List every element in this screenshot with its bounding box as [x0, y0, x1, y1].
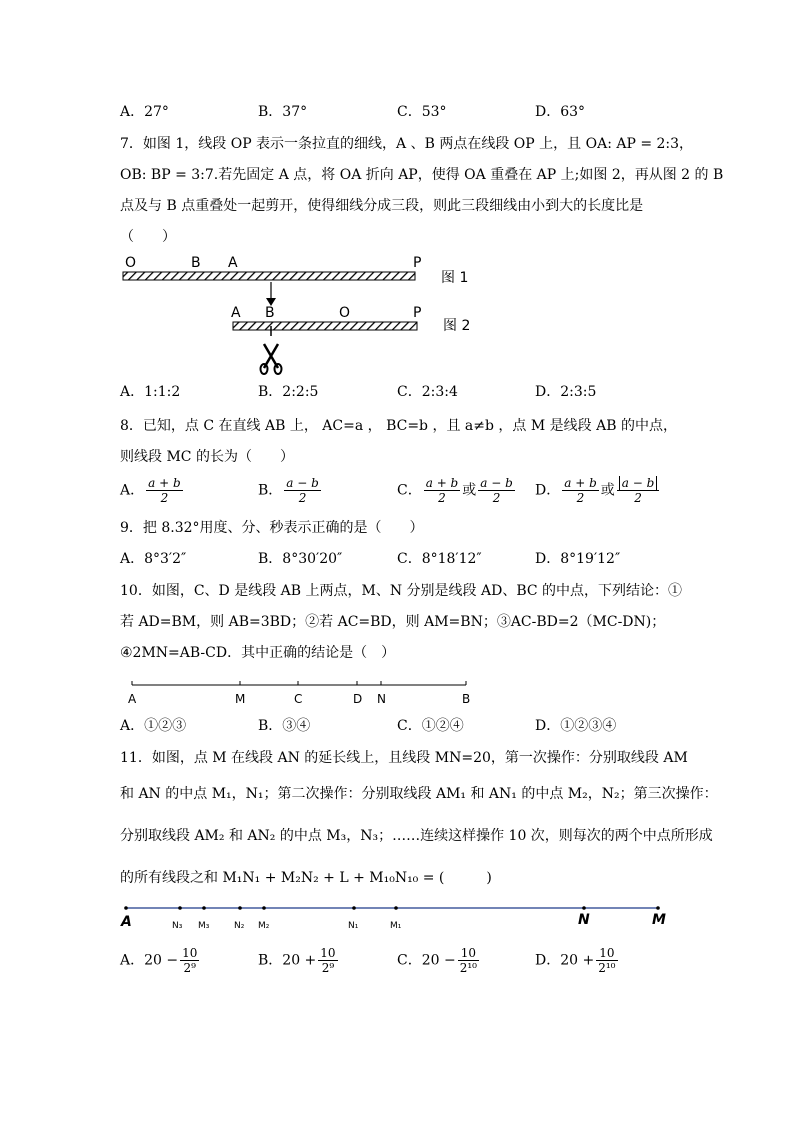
q7-option-b: B．2:2:5 — [258, 384, 319, 400]
q11-label-N2: N₂ — [234, 921, 245, 931]
q7-figure — [115, 250, 485, 380]
q9-option-c: C．8°18′12″ — [397, 551, 482, 567]
q7-label-O-bottom: O — [339, 305, 351, 321]
q7-rope-fig2 — [233, 322, 417, 330]
q10-line-1: 10．如图，C、D 是线段 AB 上两点，M、N 分别是线段 AD、BC 的中点，下列结论：① — [120, 583, 683, 599]
q10-option-c: C．①②④ — [397, 718, 464, 734]
q11-option-c: C．20 − $\frac{10}{\text{2¹⁰}}$ — [397, 946, 477, 975]
fraction: $\frac{a + b}{2}$ — [148, 476, 181, 505]
fraction: $\frac{a - b}{2}$ — [617, 476, 660, 505]
q11-line-1: 11．如图，点 M 在线段 AN 的延长线上，且线段 MN=20，第一次操作：分别取线段 AM — [120, 750, 688, 766]
q6-option-c: C．53° — [397, 104, 447, 120]
q10-option-a: A．①②③ — [120, 718, 187, 734]
fraction: $\frac{a - b}{2}$ — [480, 476, 513, 505]
q10-label-B: B — [462, 692, 471, 706]
q7-option-d: D．2:3:5 — [535, 384, 597, 400]
q10-label-A: A — [128, 692, 137, 706]
q9-option-d: D．8°19′12″ — [535, 551, 621, 567]
q7-line-3: 点及与 B 点重叠处一起剪开，使得细线分成三段，则此三段细线由小到大的长度比是 — [120, 198, 644, 214]
q7-caption-fig2: 图 2 — [443, 318, 471, 334]
q11-line-4: 的所有线段之和 M₁N₁ + M₂N₂ + L + M₁₀N₁₀ = ( ) — [120, 870, 492, 886]
q7-option-a: A．1:1:2 — [120, 384, 181, 400]
q11-line-3: 分别取线段 AM₂ 和 AN₂ 的中点 M₃，N₃；……连续这样操作 10 次，则每次的两个中点所形成 — [120, 828, 713, 844]
q8-line-2: 则线段 MC 的长为（ ） — [120, 449, 294, 465]
q7-line-4: （ ） — [120, 229, 176, 245]
q7-label-A-bottom: A — [231, 305, 241, 321]
q11-option-a: A．20 − $\frac{10}{\text{2⁹}}$ — [120, 946, 198, 975]
q10-option-d: D．①②③④ — [535, 718, 617, 734]
q11-option-b: B．20 + $\frac{10}{\text{2⁹}}$ — [258, 946, 336, 975]
fraction: $\frac{10}{\text{2¹⁰}}$ — [598, 946, 616, 975]
q11-figure — [118, 898, 678, 934]
q7-label-P-top: P — [413, 255, 422, 271]
q6-option-a: A．27° — [120, 104, 169, 120]
fraction: $\frac{a + b}{2}$ — [564, 476, 597, 505]
q11-option-d: D．20 + $\frac{10}{\text{2¹⁰}}$ — [535, 946, 616, 975]
fraction: $\frac{a + b}{2}$ — [425, 476, 459, 505]
q6-option-b: B．37° — [258, 104, 308, 120]
q10-label-D: D — [353, 692, 363, 706]
q8-line-1: 8．已知，点 C 在直线 AB 上， AC=a ， BC=b ，且 a≠b ，点 M 是线段 AB 的中点， — [120, 418, 677, 434]
q7-label-O-top: O — [125, 255, 137, 271]
fraction: $\frac{10}{\text{2¹⁰}}$ — [459, 946, 477, 975]
q7-caption-fig1: 图 1 — [441, 270, 469, 286]
fraction: $\frac{10}{\text{2⁹}}$ — [182, 946, 198, 975]
q10-option-b: B．③④ — [258, 718, 311, 734]
q10-figure — [120, 675, 480, 709]
q8-option-a: A． $\frac{a + b}{2}$ — [120, 476, 181, 505]
q9-line-1: 9．把 8.32°用度、分、秒表示正确的是（ ） — [120, 520, 424, 536]
q10-line-2: 若 AD=BM，则 AB=3BD；②若 AC=BD，则 AM=BN；③AC-BD=2（MC-DN)； — [120, 614, 666, 630]
q10-label-M: M — [235, 692, 246, 706]
q11-label-M: M — [652, 912, 666, 928]
q11-line-2: 和 AN 的中点 M₁，N₁；第二次操作：分别取线段 AM₁ 和 AN₁ 的中点 M₂，N₂；第三次操作： — [120, 786, 718, 802]
q6-option-d: D．63° — [535, 104, 586, 120]
q7-line-2: OB: BP = 3:7.若先固定 A 点，将 OA 折向 AP，使得 OA 重叠在 AP 上;如图 2，再从图 2 的 B — [120, 167, 724, 183]
q11-label-M1: M₁ — [390, 921, 402, 931]
q7-label-P-bottom: P — [413, 305, 422, 321]
q11-label-M3: M₃ — [198, 921, 210, 931]
q11-label-N1: N₁ — [348, 921, 359, 931]
q7-label-B-bottom: B — [265, 305, 275, 321]
q8-option-b: B． $\frac{a - b}{2}$ — [258, 476, 319, 505]
q9-option-b: B．8°30′20″ — [258, 551, 343, 567]
q7-rope-fig1 — [123, 272, 415, 280]
q11-label-N3: N₃ — [172, 921, 183, 931]
fraction: $\frac{a - b}{2}$ — [286, 476, 319, 505]
q11-label-N: N — [578, 912, 590, 928]
q7-label-A-top: A — [228, 255, 238, 271]
scissors-icon — [261, 344, 282, 374]
q9-option-a: A．8°3′2″ — [120, 551, 187, 567]
q8-option-c: C． $\frac{a + b}{2}$ 或 $\frac{a - b}{2}$ — [397, 476, 513, 505]
q7-label-B-top: B — [191, 255, 201, 271]
q10-label-N: N — [377, 692, 386, 706]
q8-option-d: D． $\frac{a + b}{2}$ 或 $\frac{a - b}{2}$ — [535, 476, 661, 505]
q7-option-c: C．2:3:4 — [397, 384, 458, 400]
fraction: $\frac{10}{\text{2⁹}}$ — [320, 946, 336, 975]
q10-label-C: C — [294, 692, 303, 706]
q11-label-A: A — [121, 914, 132, 930]
q10-line-3: ④2MN=AB-CD．其中正确的结论是（ ） — [120, 645, 396, 661]
q11-label-M2: M₂ — [258, 921, 270, 931]
q7-line-1: 7．如图 1，线段 OP 表示一条拉直的细线，A 、B 两点在线段 OP 上，且 OA: AP = 2:3， — [120, 136, 694, 152]
